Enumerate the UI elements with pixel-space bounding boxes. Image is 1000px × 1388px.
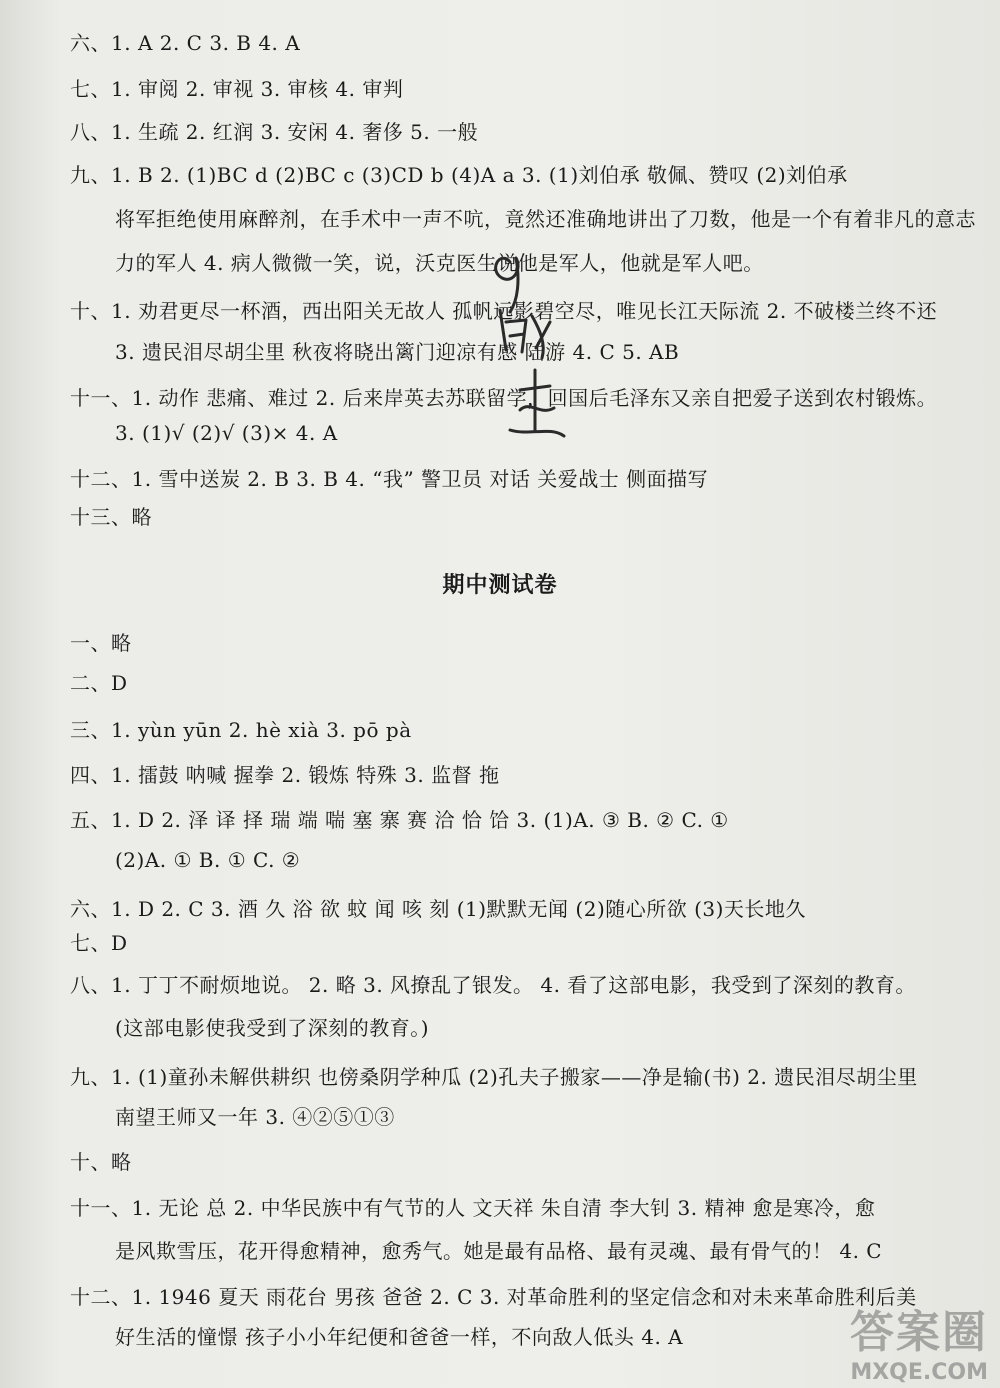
answer-line: 八、1. 丁丁不耐烦地说。 2. 略 3. 风撩乱了银发。 4. 看了这部电影，我受到了深刻的教育。 — [70, 973, 916, 997]
answer-line: 一、略 — [70, 631, 132, 655]
answer-line: 十一、1. 动作 悲痛、难过 2. 后来岸英去苏联留学，回国后毛泽东又亲自把爱子送到农村锻炼。 — [70, 386, 938, 410]
answer-line: 十一、1. 无论 总 2. 中华民族中有气节的人 文天祥 朱自清 李大钊 3. 精神 愈是寒冷，愈 — [70, 1196, 876, 1220]
answer-line: 七、1. 审阅 2. 审视 3. 审核 4. 审判 — [70, 77, 404, 101]
answer-line: 九、1. (1)童孙未解供耕织 也傍桑阴学种瓜 (2)孔夫子搬家——净是输(书) 2. 遗民泪尽胡尘里 — [70, 1065, 918, 1089]
answer-line: 九、1. B 2. (1)BC d (2)BC c (3)CD b (4)A a 3. (1)刘伯承 敬佩、赞叹 (2)刘伯承 — [70, 163, 848, 187]
answer-line: 好生活的憧憬 孩子小小年纪便和爸爸一样，不向敌人低头 4. A — [115, 1325, 684, 1349]
section-title: 期中测试卷 — [442, 572, 558, 598]
answer-line: 二、D — [70, 671, 128, 695]
answer-line: 五、1. D 2. 泽 译 择 瑞 端 喘 塞 寨 赛 洽 恰 饸 3. (1)A. ③ B. ② C. ① — [70, 808, 729, 832]
answer-line: 十三、略 — [70, 505, 152, 529]
watermark-title: 答案圈 — [850, 1307, 988, 1358]
answer-line: 3. (1)√ (2)√ (3)× 4. A — [115, 421, 338, 445]
answer-line: 力的军人 4. 病人微微一笑，说，沃克医生说他是军人，他就是军人吧。 — [115, 251, 764, 275]
watermark-url: MXQE.COM — [850, 1360, 988, 1385]
answer-line: 十二、1. 1946 夏天 雨花台 男孩 爸爸 2. C 3. 对革命胜利的坚定信念和对未来革命胜利后美 — [70, 1285, 917, 1309]
answer-line: (这部电影使我受到了深刻的教育。) — [115, 1016, 430, 1040]
answer-line: 七、D — [70, 931, 128, 955]
answer-line: 是风欺雪压，花开得愈精神，愈秀气。她是最有品格、最有灵魂、最有骨气的！ 4. C — [115, 1239, 883, 1263]
answer-line: 六、1. D 2. C 3. 酒 久 浴 欲 蚊 闻 咳 刻 (1)默默无闻 (2)随心所欲 (3)天长地久 — [70, 897, 806, 921]
answer-line: 十二、1. 雪中送炭 2. B 3. B 4. “我” 警卫员 对话 关爱战士 侧面描写 — [70, 467, 709, 491]
answer-line: (2)A. ① B. ① C. ② — [115, 848, 301, 872]
answer-line: 六、1. A 2. C 3. B 4. A — [70, 31, 301, 55]
answer-line: 十、1. 劝君更尽一杯酒，西出阳关无故人 孤帆远影碧空尽，唯见长江天际流 2. 不破楼兰终不还 — [70, 299, 938, 323]
watermark-logo — [788, 1296, 988, 1385]
answer-line: 将军拒绝使用麻醉剂，在手术中一声不吭，竟然还准确地讲出了刀数，他是一个有着非凡的意志 — [115, 207, 976, 231]
handwritten-scribble — [480, 240, 590, 450]
answer-line: 3. 遗民泪尽胡尘里 秋夜将晓出篱门迎凉有感 陆游 4. C 5. AB — [115, 340, 680, 364]
answer-line: 三、1. yùn yūn 2. hè xià 3. pō pà — [70, 718, 412, 742]
answer-line: 南望王师又一年 3. ④②⑤①③ — [115, 1105, 395, 1129]
answer-line: 八、1. 生疏 2. 红润 3. 安闲 4. 奢侈 5. 一般 — [70, 120, 479, 144]
answer-line: 十、略 — [70, 1150, 132, 1174]
answer-line: 四、1. 擂鼓 呐喊 握拳 2. 锻炼 特殊 3. 监督 拖 — [70, 763, 500, 787]
